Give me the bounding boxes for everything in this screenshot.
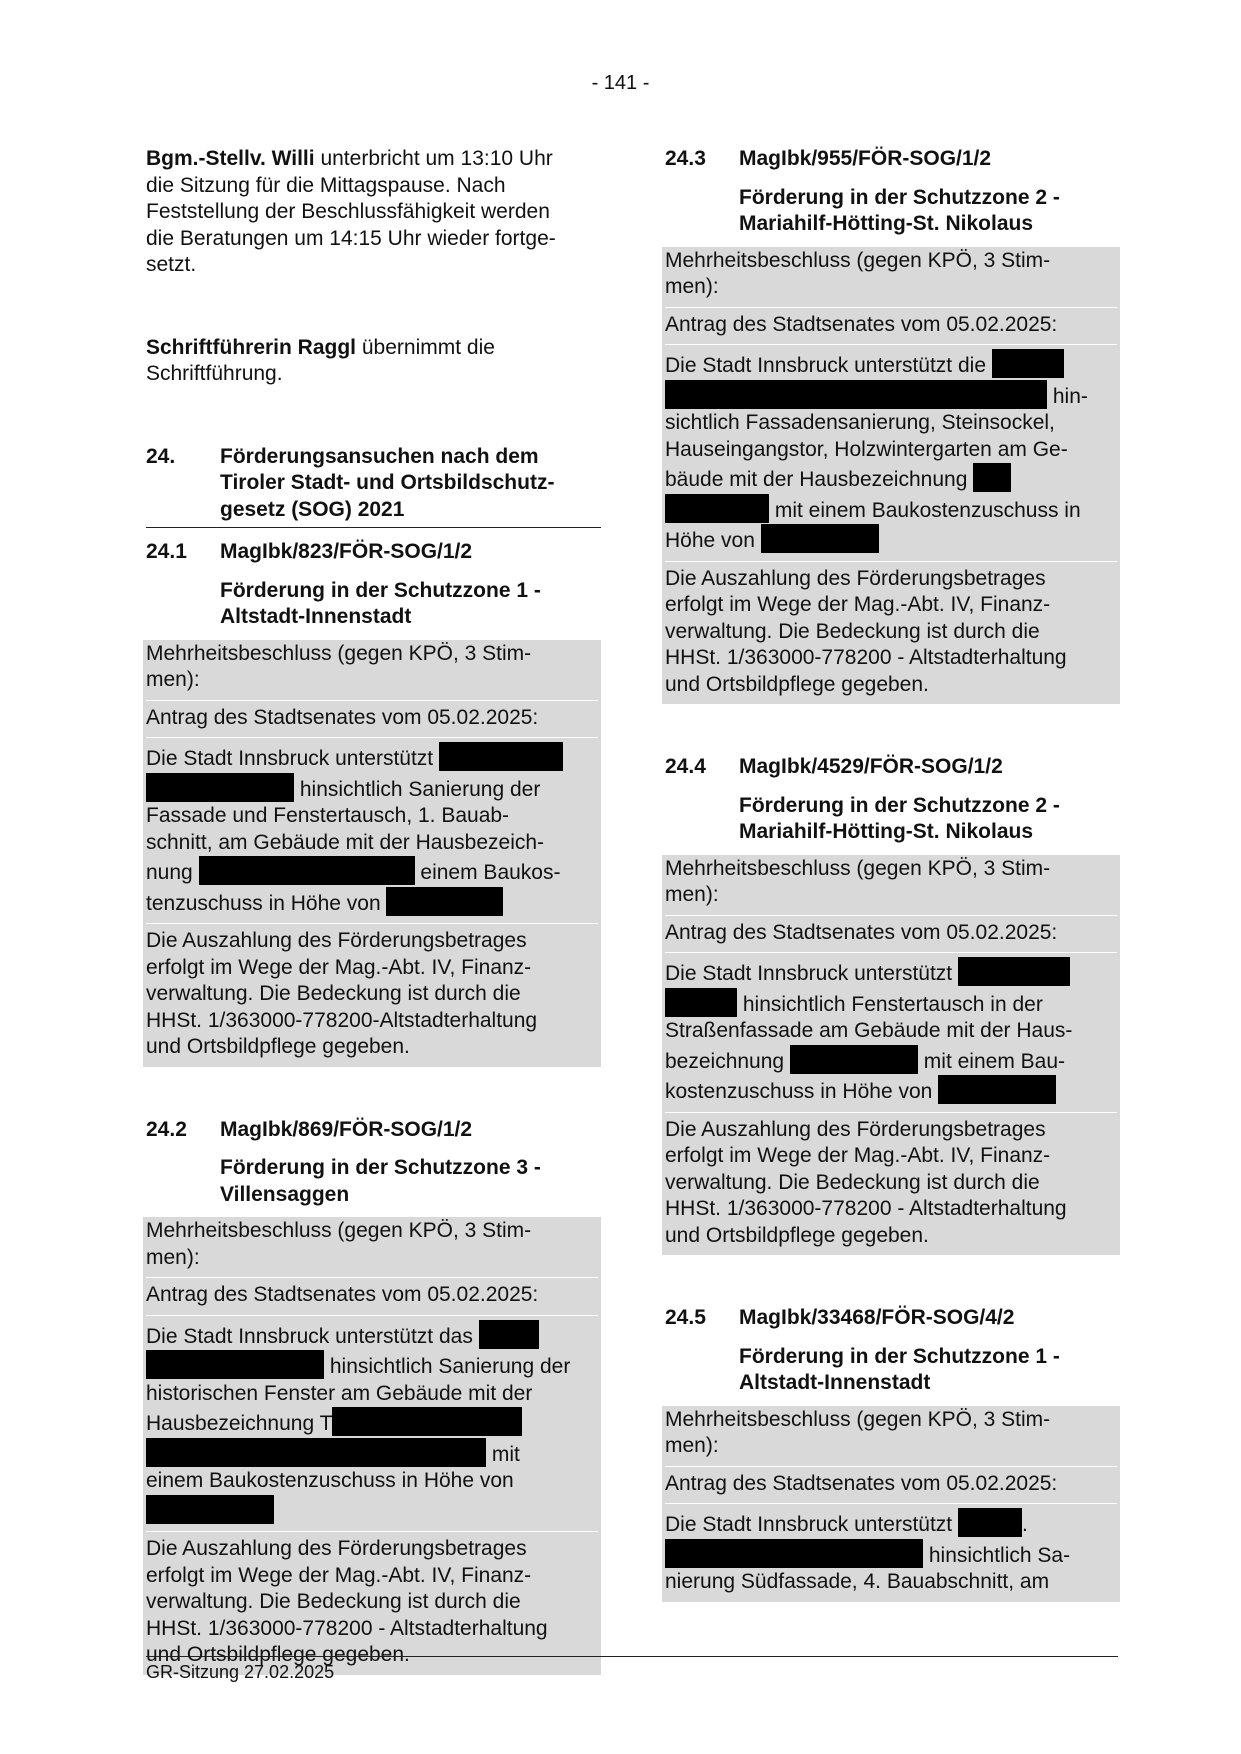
vote-result: Mehrheitsbeschluss (gegen KPÖ, 3 Stim- men): — [665, 1406, 1117, 1467]
redaction-bar — [479, 1320, 539, 1349]
left-column — [146, 146, 601, 1675]
redaction-bar — [199, 856, 415, 885]
redaction-bar — [973, 463, 1011, 492]
redaction-bar — [665, 1539, 923, 1568]
redaction-bar — [958, 1508, 1022, 1537]
support-text: Die Stadt Innsbruck unterstützt die hin- sichtlich Fassadensanierung, Steinsockel, Hauseingangstor, Holzwintergarten am Ge- bäude mit der Hausbezeichnung mit einem Baukostenzuschuss in Höhe von — [665, 345, 1117, 562]
redaction-bar — [665, 494, 769, 523]
item-heading: 24.5 MagIbk/33468/FÖR-SOG/4/2 — [665, 1306, 1015, 1329]
redaction-bar — [938, 1075, 1056, 1104]
footer-divider — [146, 1656, 1118, 1657]
intro-paragraph-1: Bgm.-Stellv. Willi unterbricht um 13:10 Uhr die Sitzung für die Mittagspause. Nach Feststellung der Beschlussfähigkeit werden die Beratungen um 14:15 Uhr wieder fortge- setzt. — [146, 147, 556, 276]
redaction-bar — [439, 742, 563, 771]
footer-text: GR-Sitzung 27.02.2025 — [146, 1662, 335, 1682]
item-heading: 24.1 MagIbk/823/FÖR-SOG/1/2 — [146, 540, 473, 563]
support-text: Die Stadt Innsbruck unterstützt das hinsichtlich Sanierung der historischen Fenster am Gebäude mit der Hausbezeichnung T mit einem Baukostenzuschuss in Höhe von — [146, 1316, 598, 1533]
item-24-4 — [665, 754, 1120, 1255]
vote-result: Mehrheitsbeschluss (gegen KPÖ, 3 Stim- men): — [146, 640, 598, 701]
payout-text: Die Auszahlung des Förderungsbetrages erfolgt im Wege der Mag.-Abt. IV, Finanz- verwaltung. Die Bedeckung ist durch die HHSt. 1/363000-778200 - Altstadterhaltung und Ortsbildpflege gegeben. — [665, 566, 1067, 696]
motion-line: Antrag des Stadtsenates vom 05.02.2025: — [146, 1278, 598, 1316]
redaction-bar — [992, 349, 1064, 378]
redaction-bar — [332, 1407, 522, 1436]
motion-line: Antrag des Stadtsenates vom 05.02.2025: — [146, 701, 598, 739]
item-heading: 24.2 MagIbk/869/FÖR-SOG/1/2 — [146, 1117, 473, 1141]
item-heading: 24.4 MagIbk/4529/FÖR-SOG/1/2 — [665, 755, 1003, 778]
item-subtitle: Förderung in der Schutzzone 1 - Altstadt-Innenstadt — [739, 1344, 1060, 1394]
item-24-2 — [146, 1117, 601, 1675]
motion-line: Antrag des Stadtsenates vom 05.02.2025: — [665, 916, 1117, 954]
speaker-name: Bgm.-Stellv. Willi — [146, 147, 315, 170]
payout-text: Die Auszahlung des Förderungsbetrages erfolgt im Wege der Mag.-Abt. IV, Finanz- verwaltung. Die Bedeckung ist durch die HHSt. 1/363000-778200 - Altstadterhaltung und Ortsbildpflege gegeben. — [665, 1117, 1067, 1247]
redaction-bar — [146, 773, 294, 802]
motion-line: Antrag des Stadtsenates vom 05.02.2025: — [665, 1467, 1117, 1505]
item-24-1 — [146, 539, 601, 1067]
redaction-bar — [146, 1350, 324, 1379]
support-text: Die Stadt Innsbruck unterstützt hinsichtlich Fenstertausch in der Straßenfassade am Gebäude mit der Haus- bezeichnung mit einem Bau- kostenzuschuss in Höhe von — [665, 953, 1117, 1113]
resolution-box — [662, 1406, 1120, 1602]
item-24-3 — [665, 146, 1120, 704]
redaction-bar — [761, 524, 879, 553]
section-divider — [146, 527, 601, 528]
resolution-box — [662, 855, 1120, 1256]
item-subtitle: Förderung in der Schutzzone 2 - Mariahilf-Hötting-St. Nikolaus — [739, 793, 1060, 843]
resolution-box — [143, 1217, 601, 1675]
redaction-bar — [146, 1438, 486, 1467]
redaction-bar — [665, 988, 737, 1017]
item-heading: 24.3 MagIbk/955/FÖR-SOG/1/2 — [665, 147, 992, 170]
item-subtitle: Förderung in der Schutzzone 1 - Altstadt-Innenstadt — [220, 578, 541, 628]
vote-result: Mehrheitsbeschluss (gegen KPÖ, 3 Stim- men): — [665, 247, 1117, 308]
redaction-bar — [665, 380, 1047, 409]
secretary-name: Schriftführerin Raggl — [146, 335, 357, 359]
intro-paragraph-2: Schriftführerin Raggl übernimmt die Schriftführung. — [146, 335, 495, 385]
page-number: - 141 - — [591, 72, 650, 94]
redaction-bar — [146, 1495, 274, 1524]
item-24-5 — [665, 1305, 1120, 1602]
support-text: Die Stadt Innsbruck unterstützt hinsichtlich Sanierung der Fassade und Fenstertausch, 1. Bauab- schnitt, am Gebäude mit der Hausbezeich- nung einem Baukos- tenzuschuss in Höhe von — [146, 738, 598, 924]
redaction-bar — [386, 887, 503, 916]
redaction-bar — [790, 1045, 918, 1074]
redaction-bar — [958, 957, 1070, 986]
motion-line: Antrag des Stadtsenates vom 05.02.2025: — [665, 308, 1117, 346]
resolution-box — [662, 247, 1120, 705]
section-heading: 24. Förderungsansuchen nach dem Tiroler Stadt- und Ortsbildschutz- gesetz (SOG) 2021 — [146, 444, 555, 521]
item-subtitle: Förderung in der Schutzzone 2 - Mariahilf-Hötting-St. Nikolaus — [739, 185, 1060, 235]
vote-result: Mehrheitsbeschluss (gegen KPÖ, 3 Stim- men): — [665, 855, 1117, 916]
support-text: Die Stadt Innsbruck unterstützt . hinsichtlich Sa- nierung Südfassade, 4. Bauabschnitt, am — [665, 1504, 1117, 1602]
vote-result: Mehrheitsbeschluss (gegen KPÖ, 3 Stim- men): — [146, 1217, 598, 1278]
payout-text: Die Auszahlung des Förderungsbetrages erfolgt im Wege der Mag.-Abt. IV, Finanz- verwaltung. Die Bedeckung ist durch die HHSt. 1/363000-778200 - Altstadterhaltung und Ortsbildpflege gegeben. — [146, 1537, 548, 1666]
right-column — [665, 146, 1120, 1602]
payout-text: Die Auszahlung des Förderungsbetrages erfolgt im Wege der Mag.-Abt. IV, Finanz- verwaltung. Die Bedeckung ist durch die HHSt. 1/363000-778200-Altstadterhaltung und Ortsbildpflege gegeben. — [146, 929, 538, 1058]
resolution-box — [143, 640, 601, 1067]
item-subtitle: Förderung in der Schutzzone 3 - Villensaggen — [220, 1156, 541, 1206]
